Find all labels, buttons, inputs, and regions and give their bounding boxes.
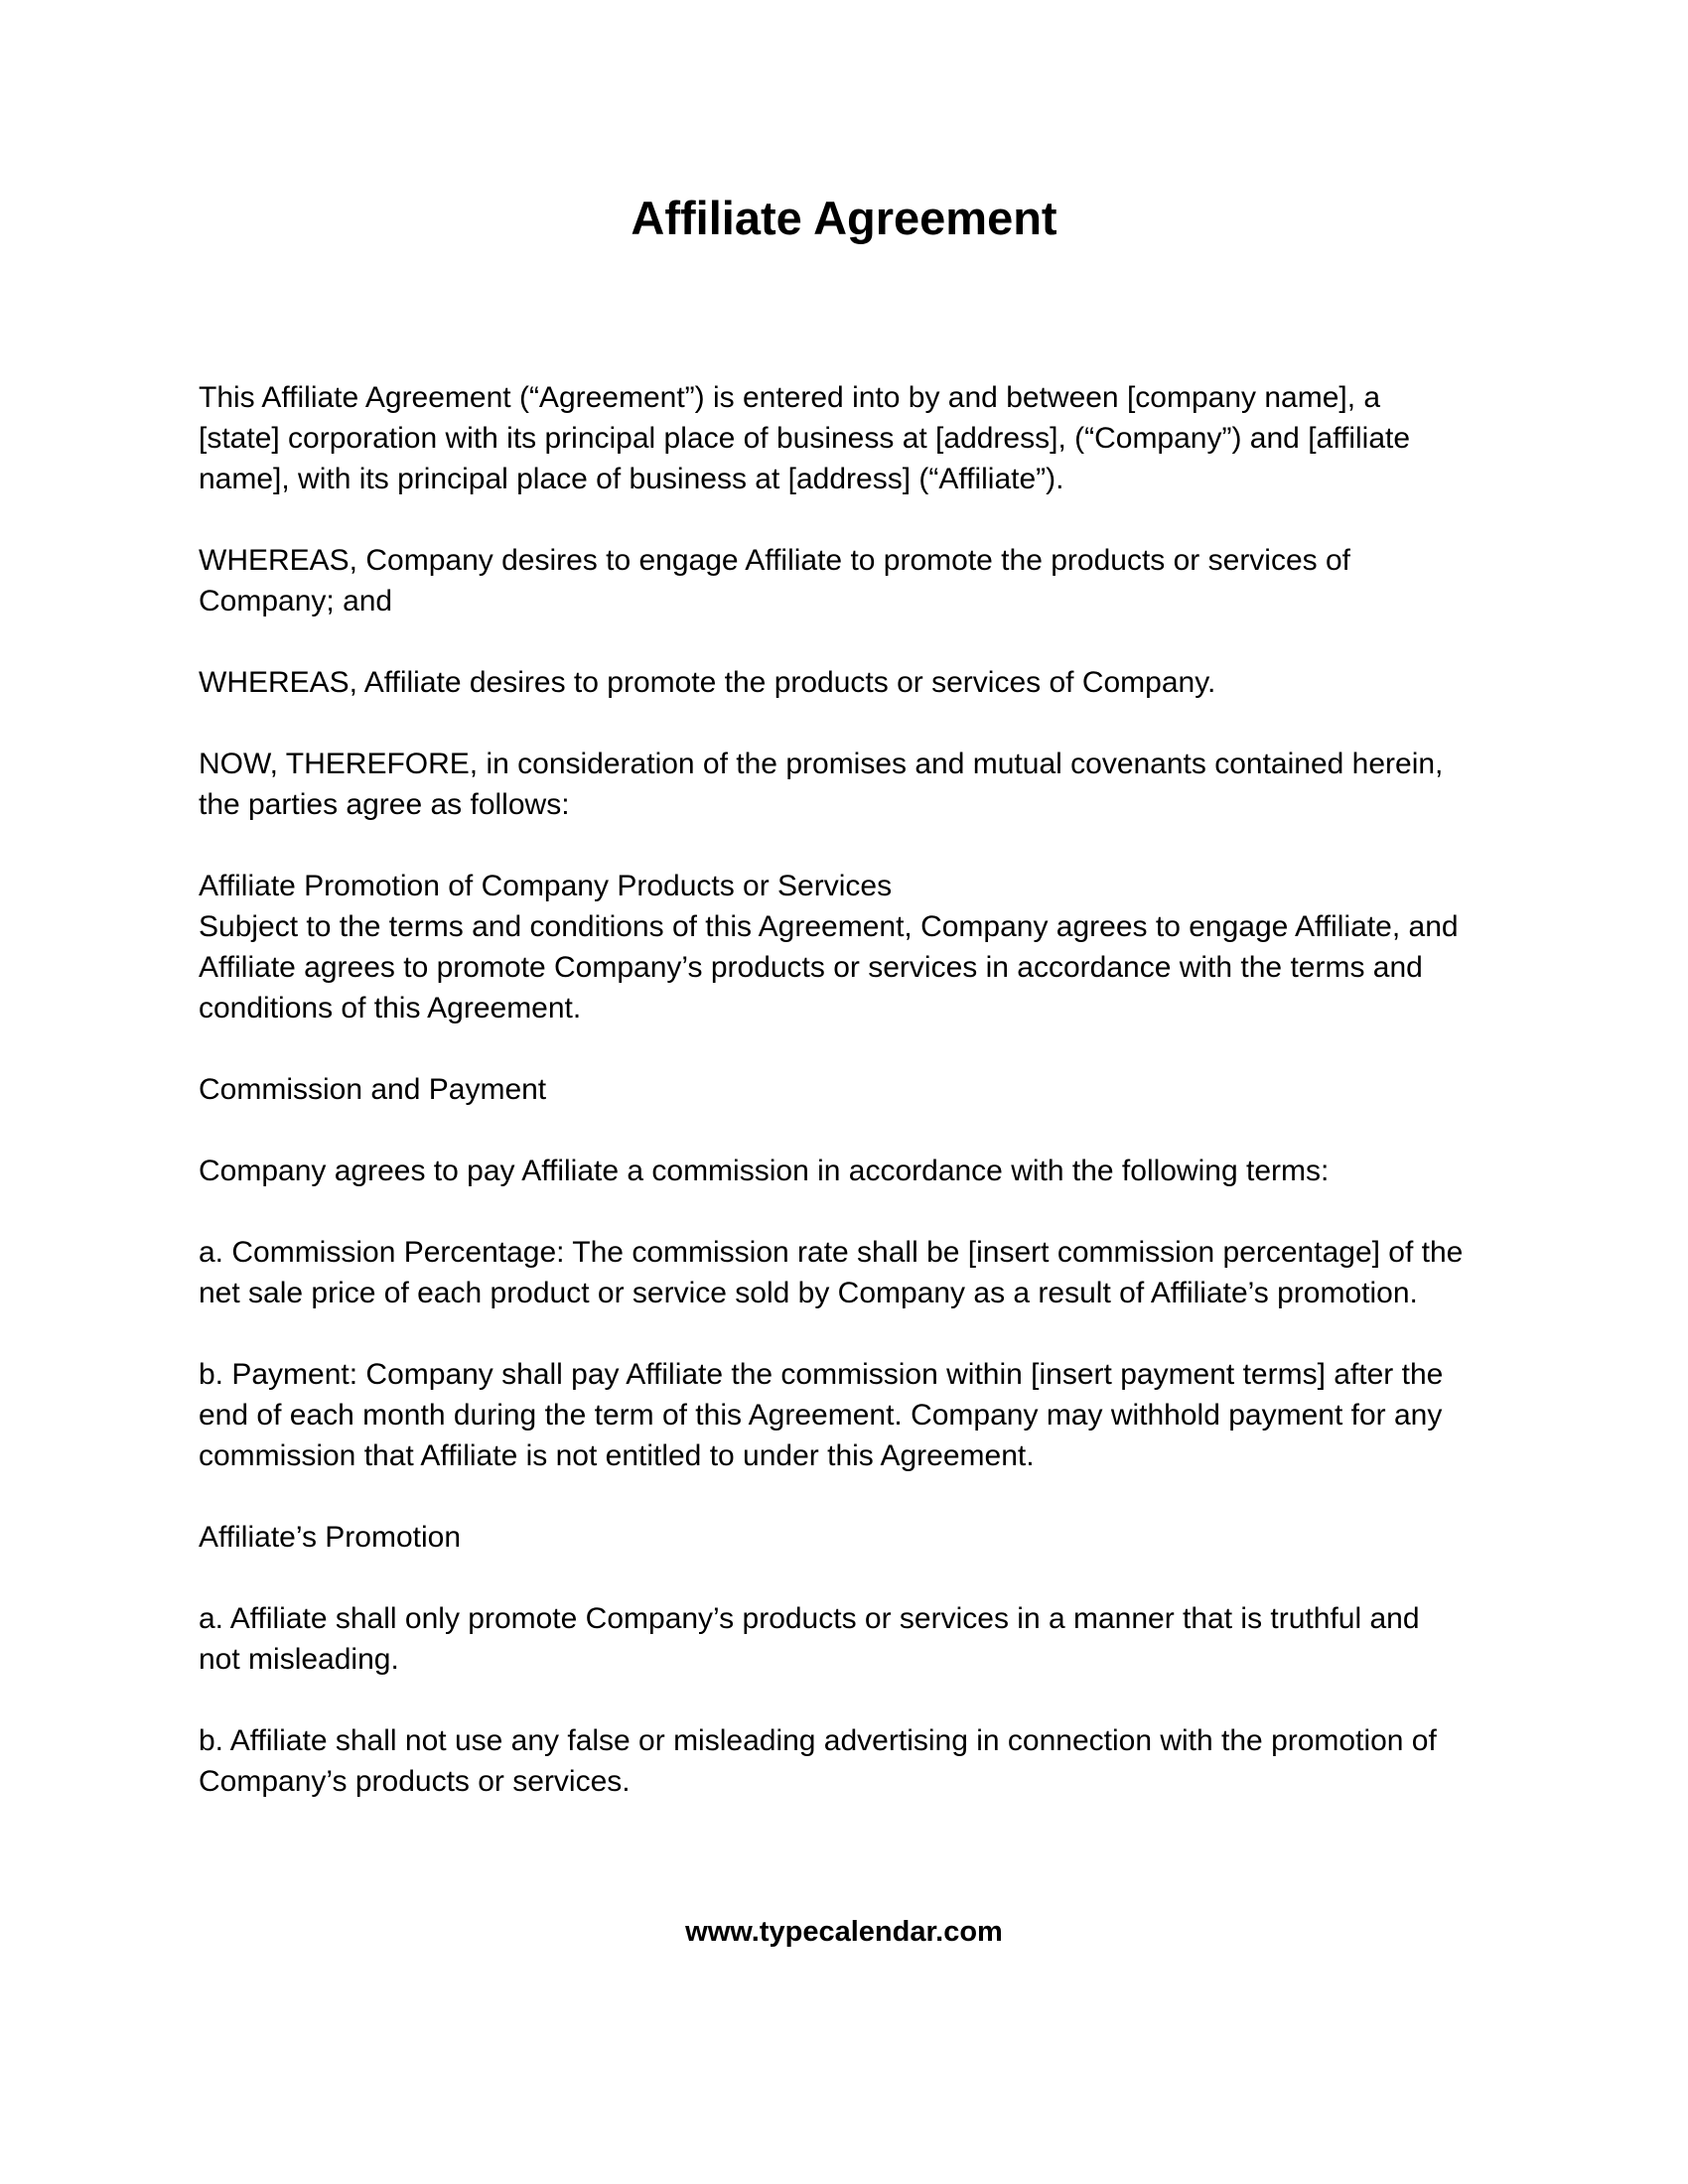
affiliate-promotion-item-b: b. Affiliate shall not use any false or misleading advertising in connection with the promotion of Company’s products or services. — [199, 1724, 1437, 1798]
section-heading-commission: Commission and Payment — [199, 1073, 547, 1106]
now-therefore-paragraph: NOW, THEREFORE, in consideration of the promises and mutual covenants contained herein, the parties agree as follows: — [199, 748, 1444, 821]
commission-item-b: b. Payment: Company shall pay Affiliate the commission within [insert payment terms] after the end of each month during the term of this Agreement. Company may withhold payment for any commission that Affiliate is not entitled to under this Agreement. — [199, 1358, 1444, 1472]
document-body — [199, 377, 1499, 1843]
affiliate-promotion-item-a: a. Affiliate shall only promote Company’s products or services in a manner that is truthful and not misleading. — [199, 1602, 1420, 1676]
commission-item-a: a. Commission Percentage: The commission rate shall be [insert commission percentage] of the net sale price of each product or service sold by Company as a result of Affiliate’s promotion. — [199, 1236, 1464, 1309]
section-heading-affiliate-promotion: Affiliate’s Promotion — [199, 1521, 462, 1554]
intro-paragraph: This Affiliate Agreement (“Agreement”) is entered into by and between [company name], a [state] corporation with its principal place of business at [address], (“Company”) and [affiliate name], with its principal place of business at [address] (“Affiliate”). — [199, 381, 1411, 495]
commission-intro: Company agrees to pay Affiliate a commission in accordance with the following terms: — [199, 1155, 1330, 1187]
whereas-company-paragraph: WHEREAS, Company desires to engage Affiliate to promote the products or services of Company; and — [199, 544, 1351, 617]
section-heading-promotion: Affiliate Promotion of Company Products or Services — [199, 870, 893, 902]
section-text-promotion: Subject to the terms and conditions of this Agreement, Company agrees to engage Affiliate, and Affiliate agrees to promote Company’s products or services in accordance with the terms and conditions of this Agreement. — [199, 910, 1459, 1024]
whereas-affiliate-paragraph: WHEREAS, Affiliate desires to promote the products or services of Company. — [199, 666, 1216, 699]
footer-website-link[interactable]: www.typecalendar.com — [685, 1916, 1003, 1948]
document-title: Affiliate Agreement — [631, 192, 1057, 244]
